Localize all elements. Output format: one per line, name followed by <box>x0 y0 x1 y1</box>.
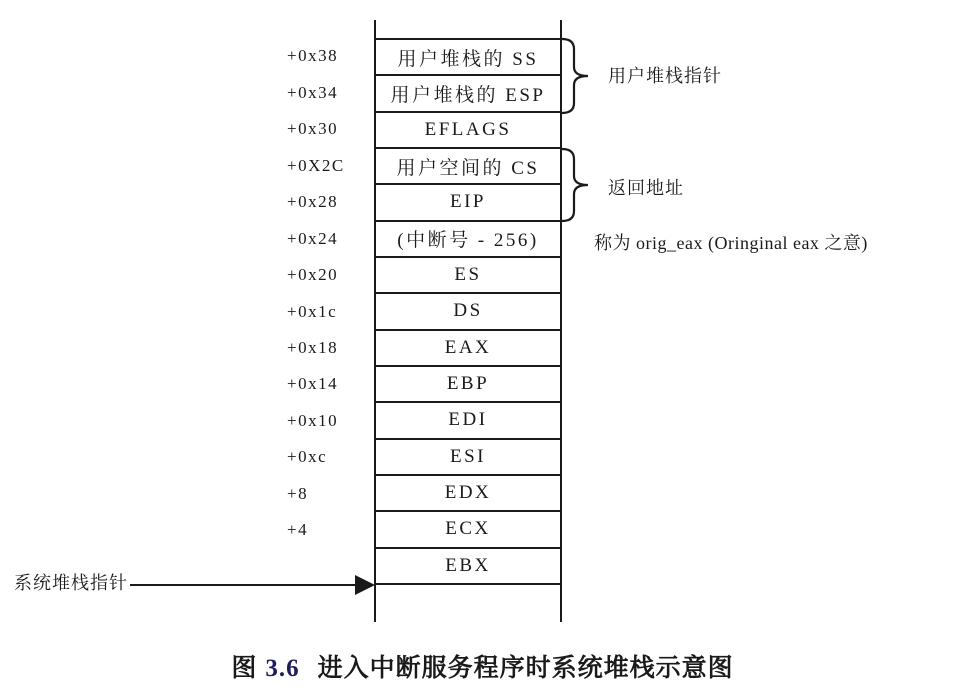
stack-cell-eax: EAX <box>374 329 562 365</box>
offset-label: +0x14 <box>287 374 339 394</box>
stack-cell-esi: ESI <box>374 438 562 474</box>
offset-label: +0x28 <box>287 192 339 212</box>
offset-label: +8 <box>287 483 309 503</box>
stack-cell-ebx: EBX <box>374 547 562 585</box>
user-stack-pointer-brace <box>560 37 592 115</box>
offset-label: +0x10 <box>287 410 339 430</box>
system-stack-pointer-label: 系统堆栈指针 <box>14 573 128 593</box>
offset-label: +0xc <box>287 447 328 467</box>
offset-label: +4 <box>287 520 309 540</box>
offset-label: +0X2C <box>287 155 345 175</box>
orig-eax-label: 称为 orig_eax (Oringinal eax 之意) <box>594 233 868 253</box>
stack-cell-es: ES <box>374 256 562 292</box>
stack-cell-user-ss: 用户堆栈的 SS <box>374 38 562 74</box>
stack-cell-user-esp: 用户堆栈的 ESP <box>374 74 562 110</box>
figure-caption <box>0 648 965 684</box>
figure-caption-number: 3.6 <box>265 655 300 682</box>
return-address-brace <box>560 147 592 223</box>
offset-label: +0x18 <box>287 337 339 357</box>
stack-cell-edx: EDX <box>374 474 562 510</box>
offset-column <box>287 38 377 585</box>
figure-caption-title: 进入中断服务程序时系统堆栈示意图 <box>317 655 734 682</box>
offset-label: +0x20 <box>287 265 339 285</box>
offset-label: +0x1c <box>287 301 338 321</box>
offset-label: +0x30 <box>287 119 339 139</box>
stack-cell-ebp: EBP <box>374 365 562 401</box>
user-stack-pointer-label: 用户堆栈指针 <box>608 66 722 86</box>
stack-cell-edi: EDI <box>374 401 562 437</box>
stack-cells <box>374 38 562 585</box>
stack-cell-eip: EIP <box>374 183 562 219</box>
system-stack-pointer-arrow-line <box>130 584 360 586</box>
stack-cell-eflags: EFLAGS <box>374 111 562 147</box>
stack-cell-ecx: ECX <box>374 510 562 546</box>
return-address-label: 返回地址 <box>608 178 684 198</box>
stack-cell-ds: DS <box>374 292 562 328</box>
figure-caption-fig-label: 图 <box>231 655 258 682</box>
offset-label: +0x34 <box>287 82 339 102</box>
offset-label: +0x38 <box>287 46 339 66</box>
offset-label: +0x24 <box>287 228 339 248</box>
stack-cell-orig-eax: (中断号 - 256) <box>374 220 562 256</box>
stack-cell-user-cs: 用户空间的 CS <box>374 147 562 183</box>
system-stack-pointer-arrow-icon <box>355 575 375 595</box>
